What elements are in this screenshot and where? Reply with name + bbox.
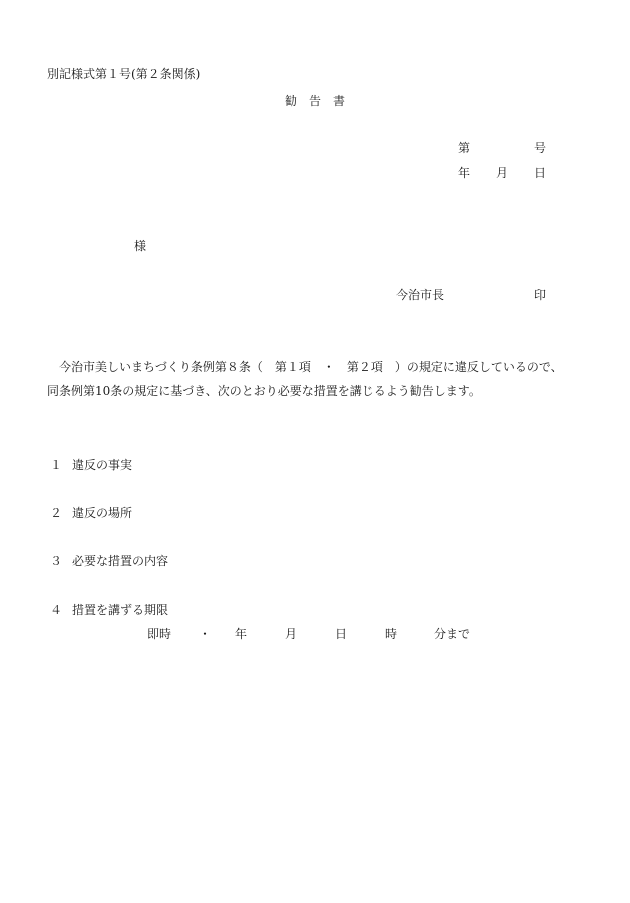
deadline-day: 日 (335, 627, 348, 641)
deadline-immediate: 即時 (147, 627, 172, 641)
item-1-number: １ (50, 458, 63, 472)
document-title: 勧 告 書 (285, 94, 346, 108)
body-line-1: 今治市美しいまちづくり条例第８条（ 第１項 ・ 第２項 ）の規定に違反しているので、 (59, 360, 563, 374)
addressee-suffix: 様 (134, 239, 147, 253)
number-go: 号 (534, 141, 547, 155)
item-2-number: ２ (50, 506, 63, 520)
item-3-number: ３ (50, 554, 63, 568)
issuer: 今治市長 (396, 288, 445, 302)
date-day: 日 (534, 166, 547, 180)
item-4-label: 措置を講ずる期限 (72, 603, 169, 617)
date-year: 年 (458, 166, 471, 180)
form-label: 別記様式第１号(第２条関係) (47, 67, 201, 81)
item-4-number: ４ (50, 603, 63, 617)
item-2-label: 違反の場所 (72, 506, 133, 520)
deadline-year: 年 (235, 627, 248, 641)
deadline-separator: ・ (199, 627, 212, 641)
deadline-hour: 時 (385, 627, 398, 641)
deadline-minute: 分まで (434, 627, 471, 641)
item-1-label: 違反の事実 (72, 458, 133, 472)
seal-mark: 印 (534, 288, 547, 302)
body-line-2: 同条例第10条の規定に基づき、次のとおり必要な措置を講じるよう勧告します。 (47, 384, 481, 398)
date-month: 月 (496, 166, 509, 180)
number-dai: 第 (458, 141, 471, 155)
deadline-month: 月 (285, 627, 298, 641)
item-3-label: 必要な措置の内容 (72, 554, 169, 568)
